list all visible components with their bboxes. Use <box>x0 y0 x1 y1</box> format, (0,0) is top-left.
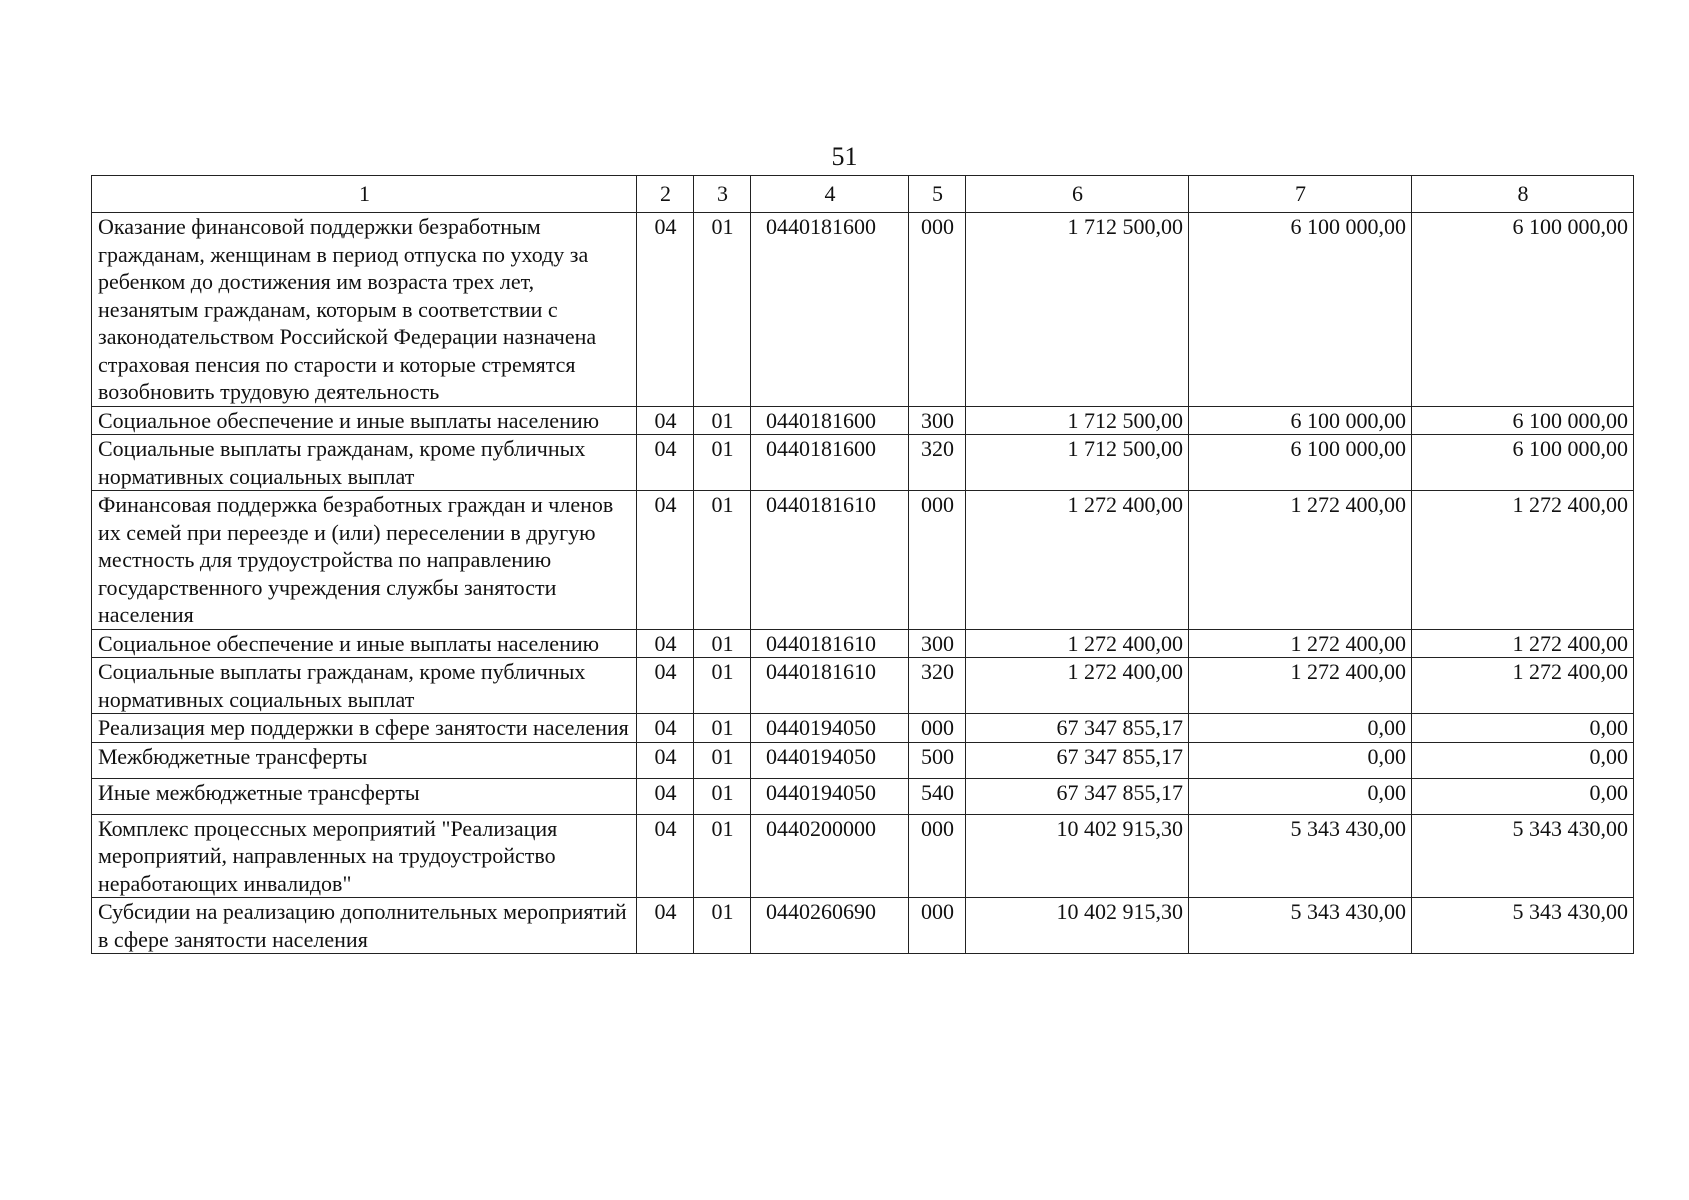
expense-type-code: 300 <box>909 406 966 435</box>
amount-col7: 5 343 430,00 <box>1189 898 1412 954</box>
amount-col7: 0,00 <box>1189 778 1412 814</box>
amount-col6: 1 272 400,00 <box>966 658 1189 714</box>
expense-type-code: 000 <box>909 898 966 954</box>
subsection-code: 01 <box>694 658 751 714</box>
column-header-row <box>92 176 1634 213</box>
expense-type-code: 000 <box>909 491 966 630</box>
column-header: 5 <box>909 176 966 213</box>
column-header: 4 <box>751 176 909 213</box>
subsection-code: 01 <box>694 742 751 778</box>
table-row <box>92 778 1634 814</box>
target-article-code: 0440181610 <box>751 658 909 714</box>
table-row <box>92 406 1634 435</box>
section-code: 04 <box>637 629 694 658</box>
row-name: Финансовая поддержка безработных граждан и членов их семей при переезде и (или) переселении в другую местность для трудоустройства по направлению государственного учреждения службы занятости населения <box>92 491 637 630</box>
target-article-code: 0440200000 <box>751 814 909 898</box>
column-header: 2 <box>637 176 694 213</box>
amount-col6: 1 272 400,00 <box>966 629 1189 658</box>
subsection-code: 01 <box>694 898 751 954</box>
subsection-code: 01 <box>694 406 751 435</box>
amount-col6: 1 712 500,00 <box>966 213 1189 407</box>
amount-col7: 6 100 000,00 <box>1189 435 1412 491</box>
table-row <box>92 435 1634 491</box>
amount-col7: 6 100 000,00 <box>1189 213 1412 407</box>
target-article-code: 0440194050 <box>751 778 909 814</box>
section-code: 04 <box>637 491 694 630</box>
subsection-code: 01 <box>694 814 751 898</box>
expense-type-code: 000 <box>909 213 966 407</box>
page-number: 51 <box>831 142 858 171</box>
amount-col7: 1 272 400,00 <box>1189 629 1412 658</box>
amount-col8: 6 100 000,00 <box>1412 435 1634 491</box>
amount-col7: 1 272 400,00 <box>1189 491 1412 630</box>
row-name: Комплекс процессных мероприятий "Реализация мероприятий, направленных на трудоустройство неработающих инвалидов" <box>92 814 637 898</box>
amount-col8: 1 272 400,00 <box>1412 629 1634 658</box>
amount-col6: 10 402 915,30 <box>966 898 1189 954</box>
amount-col8: 6 100 000,00 <box>1412 406 1634 435</box>
subsection-code: 01 <box>694 491 751 630</box>
section-code: 04 <box>637 213 694 407</box>
row-name: Оказание финансовой поддержки безработным гражданам, женщинам в период отпуска по уходу за ребенком до достижения им возраста трех лет, незанятым гражданам, которым в соответствии с законодательством Российской Федерации назначена страховая пенсия по старости и которые стремятся возобновить трудовую деятельность <box>92 213 637 407</box>
amount-col8: 6 100 000,00 <box>1412 213 1634 407</box>
row-name: Субсидии на реализацию дополнительных мероприятий в сфере занятости населения <box>92 898 637 954</box>
row-name: Иные межбюджетные трансферты <box>92 778 637 814</box>
amount-col8: 0,00 <box>1412 778 1634 814</box>
amount-col7: 0,00 <box>1189 714 1412 743</box>
budget-table <box>91 175 1634 954</box>
section-code: 04 <box>637 898 694 954</box>
expense-type-code: 320 <box>909 435 966 491</box>
subsection-code: 01 <box>694 213 751 407</box>
subsection-code: 01 <box>694 714 751 743</box>
subsection-code: 01 <box>694 629 751 658</box>
table-row <box>92 814 1634 898</box>
amount-col6: 67 347 855,17 <box>966 742 1189 778</box>
expense-type-code: 000 <box>909 714 966 743</box>
section-code: 04 <box>637 406 694 435</box>
expense-type-code: 540 <box>909 778 966 814</box>
expense-type-code: 000 <box>909 814 966 898</box>
table-row <box>92 898 1634 954</box>
target-article-code: 0440181600 <box>751 406 909 435</box>
subsection-code: 01 <box>694 778 751 814</box>
expense-type-code: 300 <box>909 629 966 658</box>
amount-col8: 5 343 430,00 <box>1412 814 1634 898</box>
section-code: 04 <box>637 742 694 778</box>
amount-col7: 0,00 <box>1189 742 1412 778</box>
subsection-code: 01 <box>694 435 751 491</box>
target-article-code: 0440194050 <box>751 714 909 743</box>
expense-type-code: 500 <box>909 742 966 778</box>
table-row <box>92 714 1634 743</box>
column-header: 6 <box>966 176 1189 213</box>
amount-col6: 1 712 500,00 <box>966 435 1189 491</box>
section-code: 04 <box>637 814 694 898</box>
row-name: Социальные выплаты гражданам, кроме публичных нормативных социальных выплат <box>92 435 637 491</box>
amount-col8: 0,00 <box>1412 742 1634 778</box>
table-row <box>92 213 1634 407</box>
target-article-code: 0440181610 <box>751 629 909 658</box>
row-name: Социальные выплаты гражданам, кроме публичных нормативных социальных выплат <box>92 658 637 714</box>
table-row <box>92 491 1634 630</box>
amount-col6: 67 347 855,17 <box>966 714 1189 743</box>
table-row <box>92 742 1634 778</box>
table-row <box>92 658 1634 714</box>
amount-col8: 1 272 400,00 <box>1412 491 1634 630</box>
amount-col8: 5 343 430,00 <box>1412 898 1634 954</box>
row-name: Реализация мер поддержки в сфере занятости населения <box>92 714 637 743</box>
target-article-code: 0440181610 <box>751 491 909 630</box>
table-row <box>92 629 1634 658</box>
column-header: 8 <box>1412 176 1634 213</box>
target-article-code: 0440260690 <box>751 898 909 954</box>
amount-col8: 1 272 400,00 <box>1412 658 1634 714</box>
section-code: 04 <box>637 778 694 814</box>
amount-col7: 6 100 000,00 <box>1189 406 1412 435</box>
target-article-code: 0440181600 <box>751 213 909 407</box>
row-name: Межбюджетные трансферты <box>92 742 637 778</box>
expense-type-code: 320 <box>909 658 966 714</box>
amount-col6: 1 272 400,00 <box>966 491 1189 630</box>
row-name: Социальное обеспечение и иные выплаты населению <box>92 406 637 435</box>
column-header: 3 <box>694 176 751 213</box>
section-code: 04 <box>637 435 694 491</box>
column-header: 7 <box>1189 176 1412 213</box>
target-article-code: 0440181600 <box>751 435 909 491</box>
amount-col7: 5 343 430,00 <box>1189 814 1412 898</box>
row-name: Социальное обеспечение и иные выплаты населению <box>92 629 637 658</box>
target-article-code: 0440194050 <box>751 742 909 778</box>
section-code: 04 <box>637 658 694 714</box>
amount-col8: 0,00 <box>1412 714 1634 743</box>
section-code: 04 <box>637 714 694 743</box>
amount-col6: 10 402 915,30 <box>966 814 1189 898</box>
amount-col6: 1 712 500,00 <box>966 406 1189 435</box>
column-header: 1 <box>92 176 637 213</box>
amount-col7: 1 272 400,00 <box>1189 658 1412 714</box>
amount-col6: 67 347 855,17 <box>966 778 1189 814</box>
